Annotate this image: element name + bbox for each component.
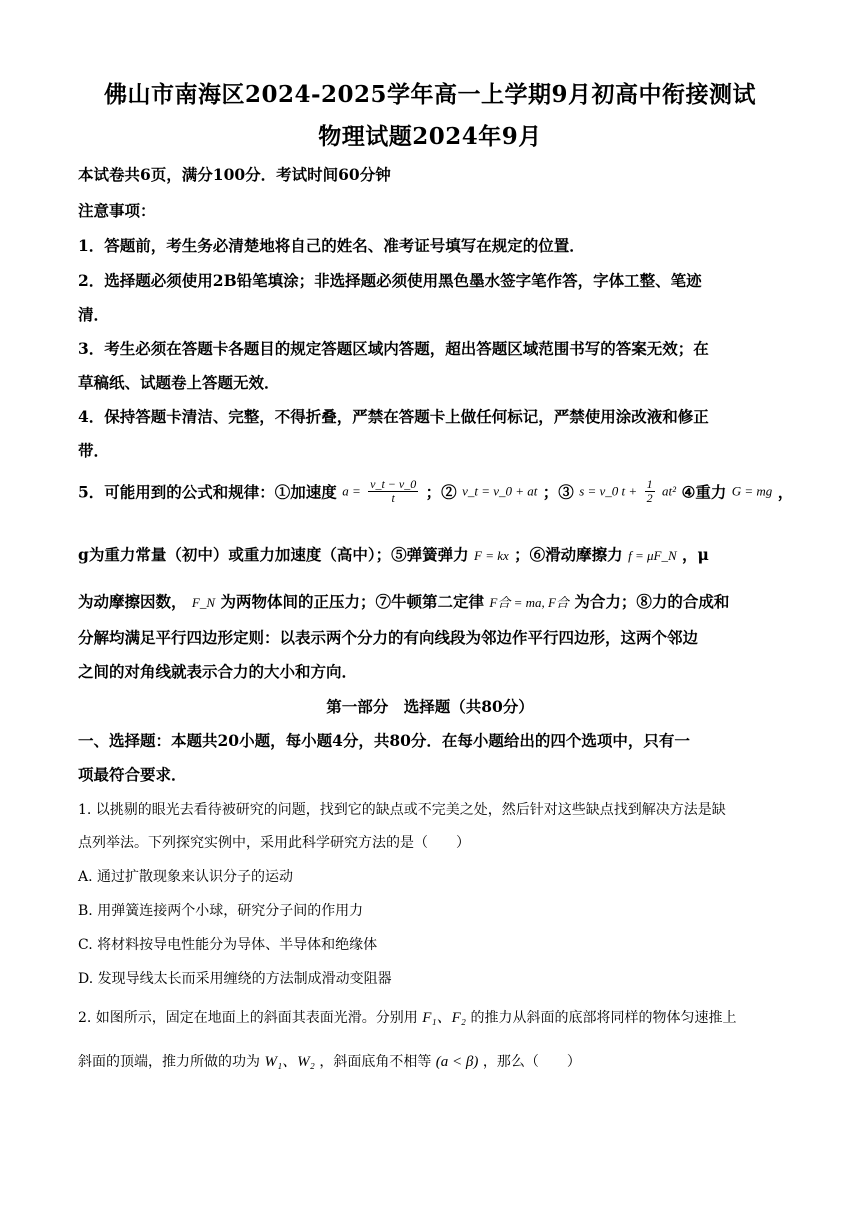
formula-line-1 [78,477,794,506]
formula-accel-fraction [368,478,418,505]
formula-line2-a: g为重力常量（初中）或重力加速度（高中）；⑤弹簧弹力 [78,545,469,564]
formula-line2-b: ；⑥滑动摩擦力 [514,545,623,564]
notice-2b: 清． [78,305,110,324]
notice-2a: 2．选择题必须使用2B铅笔填涂；非选择题必须使用黑色墨水签字笔作答，字体工整、笔迹 [78,271,702,290]
formula-line-3 [78,590,784,612]
formula-friction: f = μF_N [628,548,677,563]
question-2-stem-b [78,1050,784,1071]
formula-velocity: v_t = v_0 + at [462,483,538,499]
formula-line-2 [78,543,784,565]
question-2-b2: ，斜面底角不相等 [319,1054,432,1070]
formula-gravity: G = mg [731,483,773,499]
formula-accel-den: t [391,491,395,506]
formula-lead: 5．可能用到的公式和规律：①加速度 [78,482,337,502]
formula-line-4: 分解均满足平行四边形定则：以表示两个分力的有向线段为邻边作平行四边形，这两个邻边 [78,628,699,647]
notice-3a: 3．考生必须在答题卡各题目的规定答题区域内答题，超出答题区域范围书写的答案无效；在 [78,339,709,358]
question-2-work: W₁、W₂ [264,1054,315,1070]
formula-line2-c: ，μ [682,545,709,564]
formula-newton2: F合 = ma, F合 [489,595,569,610]
formula-sep-2: ；③ [542,482,574,502]
question-1-stem-a: 1. 以挑剔的眼光去看待被研究的问题，找到它的缺点或不完美之处，然后针对这些缺点找到解决方法是缺 [78,802,726,818]
question-2-b3: ，那么（ ） [482,1054,581,1070]
formula-sep-1: ；② [425,482,457,502]
question-2-a1: 2. 如图所示，固定在地面上的斜面其表面光滑。分别用 [78,1010,418,1026]
formula-accel-num: v_t − v_0 [370,477,417,491]
question-2-angle-condition: (a < β) [435,1054,479,1070]
exam-info: 本试卷共6页，满分100分．考试时间60分钟 [78,165,391,184]
part-title: 第一部分 选择题（共80分） [326,697,534,716]
section-instructions-b: 项最符合要求． [78,765,187,784]
question-1-option-a: A. 通过扩散现象来认识分子的运动 [78,869,294,885]
exam-title: 佛山市南海区2024-2025学年高一上学期9月初高中衔接测试 [103,81,757,108]
question-2-a2: 的推力从斜面的底部将同样的物体匀速推上 [470,1010,737,1026]
question-1-option-b: B. 用弹簧连接两个小球，研究分子间的作用力 [78,903,364,919]
notice-4a: 4．保持答题卡清洁、完整，不得折叠，严禁在答题卡上做任何标记，严禁使用涂改液和修正 [78,407,709,426]
question-1-option-c: C. 将材料按导电性能分为导体、半导体和绝缘体 [78,937,378,953]
notice-4b: 带． [78,441,110,460]
formula-disp-lhs: s = v_0 t + [579,483,638,499]
notice-1: 1．答题前，考生务必清楚地将自己的姓名、准考证号填写在规定的位置． [78,236,585,255]
formula-normal-force: F_N [191,595,216,610]
notice-heading: 注意事项： [78,201,156,220]
formula-spring: F = kx [474,548,509,563]
formula-disp-fraction [645,478,655,505]
formula-line3-a: 为动摩擦因数， [78,592,187,611]
section-instructions-a: 一、选择题：本题共20小题，每小题4分，共80分．在每小题给出的四个选项中，只有一 [78,731,690,750]
formula-line3-c: 为合力；⑧力的合成和 [574,592,730,611]
notice-3b: 草稿纸、试题卷上答题无效． [78,373,280,392]
question-1-option-d: D. 发现导线太长而采用缠绕的方法制成滑动变阻器 [78,971,392,987]
formula-line3-b: 为两物体间的正压力；⑦牛顿第二定律 [220,592,484,611]
exam-subtitle: 物理试题2024年9月 [318,123,542,150]
formula-accel-lhs: a = [342,483,361,499]
formula-disp-num: 1 [646,477,653,491]
question-2-forces: F₁、F₂ [422,1010,467,1026]
formula-disp-rhs: at² [662,483,677,499]
formula-line-5: 之间的对角线就表示合力的大小和方向． [78,662,358,681]
formula-comma: ， [777,482,794,502]
question-2-b1: 斜面的顶端，推力所做的功为 [78,1054,260,1070]
question-1-stem-b: 点列举法。下列探究实例中，采用此科学研究方法的是（ ） [78,835,470,851]
question-2-stem-a [78,1006,784,1027]
formula-disp-den: 2 [646,491,653,506]
formula-gravity-label: ④重力 [681,482,727,502]
